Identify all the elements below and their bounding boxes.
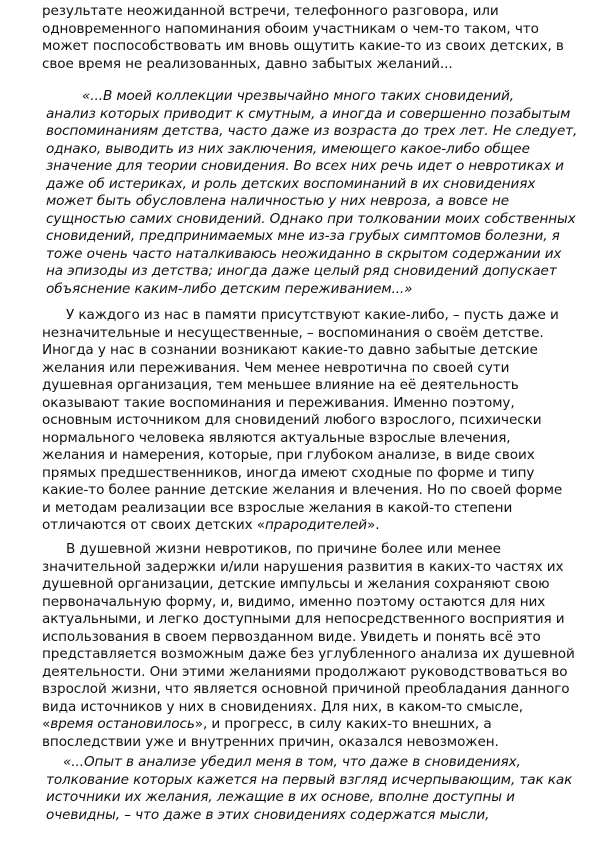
text-line: сновидений, предпринимаемых мне из-за грубых симптомов болезни, я <box>46 228 560 244</box>
text-run: ». <box>367 517 380 533</box>
text-line: на эпизоды из детства; иногда даже целый ряд сновидений допускает <box>46 263 557 279</box>
text-line: анализ которых приводит к смутным, а иногда и совершенно позабытым <box>46 105 571 122</box>
text-line: желания или переживания. Чем менее невротична по своей сути <box>42 359 510 376</box>
text-line: однако, выводить из них заключения, имеющего какое-либо общее <box>46 140 530 157</box>
text-line: значение для теории сновидения. Во всех них речь идет о невротиках и <box>46 158 564 174</box>
text-line: душевная организация, тем меньшее влияние на её деятельность <box>42 377 519 393</box>
emphasis-text: прародителей <box>265 517 367 533</box>
text-line: впоследствии уже и внутренних причин, оказался невозможен. <box>42 733 499 750</box>
text-line: У каждого из нас в памяти присутствуют какие-либо, – пусть даже и <box>66 307 559 323</box>
text-line-mixed <box>42 517 586 535</box>
quote-1 <box>46 88 586 298</box>
text-line: и методам реализации все взрослые желания в какой-то степени <box>42 499 513 516</box>
text-run: отличаются от своих детских « <box>42 517 265 533</box>
text-line: воспоминаниям детства, часто даже из возраста до трех лет. Не следует, <box>46 123 578 139</box>
text-line: деятельности. Они этими желаниями продолжают руководствоваться во <box>42 663 568 680</box>
text-line: желания и намерения, которые, при глубоком анализе, в виде своих <box>42 447 535 463</box>
text-line: одновременного напоминания обоим участникам о чем-то таком, что <box>42 20 539 37</box>
text-line: первоначальную форму, и, видимо, именно поэтому остаются для них <box>42 593 546 610</box>
text-line: оказывают такие воспоминания и переживания. Именно поэтому, <box>42 394 515 411</box>
text-line: сущностью самих сновидений. Однако при толковании моих собственных <box>46 210 576 227</box>
text-run: », и прогресс, в силу каких-то внешних, а <box>194 716 492 732</box>
text-line: взрослой жизни, что является основной причиной преобладания данного <box>42 681 570 697</box>
text-line: «...В моей коллекции чрезвычайно много таких сновидений, <box>82 88 514 104</box>
text-line: актуальными, и легко доступными для непосредственного восприятия и <box>42 611 565 627</box>
text-line: представляется возможным даже без углубленного анализа их душевной <box>42 646 575 662</box>
emphasis-text: время остановилось <box>50 716 195 732</box>
text-line: вида источников у них в сновидениях. Для них, в каком-то смысле, <box>42 698 523 715</box>
quote-2 <box>46 754 586 824</box>
text-line: прямых предшественников, иногда имеют сходные по форме и типу <box>42 464 535 481</box>
paragraph-1 <box>42 3 586 73</box>
text-line: какие-то более ранние детские желания и влечения. Но по своей форме <box>42 482 563 498</box>
text-line: незначительные и несущественные, – воспоминания о своём детстве. <box>42 324 544 341</box>
text-line: источники их желания, лежащие в их основе, вполне доступны и <box>46 789 515 805</box>
text-line: нормального человека являются актуальные взрослые влечения, <box>42 429 511 446</box>
text-line-mixed <box>42 716 586 734</box>
text-line: объяснение каким-либо детским переживанием...» <box>46 280 413 297</box>
text-line: использования в своем первозданном виде. Увидеть и понять всё это <box>42 628 541 645</box>
text-line: значительной задержки и/или нарушения развития в каких-то частях их <box>42 558 564 575</box>
text-line: Иногда у нас в сознании возникают какие-то давно забытые детские <box>42 342 538 358</box>
text-line: результате неожиданной встречи, телефонного разговора, или <box>42 3 499 19</box>
text-line: В душевной жизни невротиков, по причине более или менее <box>66 541 501 557</box>
text-line: тоже очень часто наталкиваюсь неожиданно в скрытом содержании их <box>46 245 562 262</box>
text-line: может быть обусловлена наличностью у них невроза, а вовсе не <box>46 193 510 209</box>
text-line: толкование которых кажется на первый взгляд исчерпывающим, так как <box>46 771 573 788</box>
text-line: свое время не реализованных, давно забытых желаний... <box>42 55 453 72</box>
text-line: душевной организации, детские импульсы и желания сохраняют свою <box>42 576 550 592</box>
text-line: очевидны, – что даже в этих сновидениях содержатся мысли, <box>46 806 490 823</box>
paragraph-2 <box>42 307 586 535</box>
text-line: «...Опыт в анализе убедил меня в том, что даже в сновидениях, <box>63 754 521 770</box>
paragraph-3 <box>42 541 586 751</box>
text-run: « <box>42 716 51 732</box>
text-line: даже об истериках, и роль детских воспоминаний в их сновидениях <box>46 175 536 192</box>
text-line: основным источником для сновидений любого взрослого, психически <box>42 412 542 428</box>
text-line: может поспособствовать им вновь ощутить какие-то из своих детских, в <box>42 38 564 54</box>
